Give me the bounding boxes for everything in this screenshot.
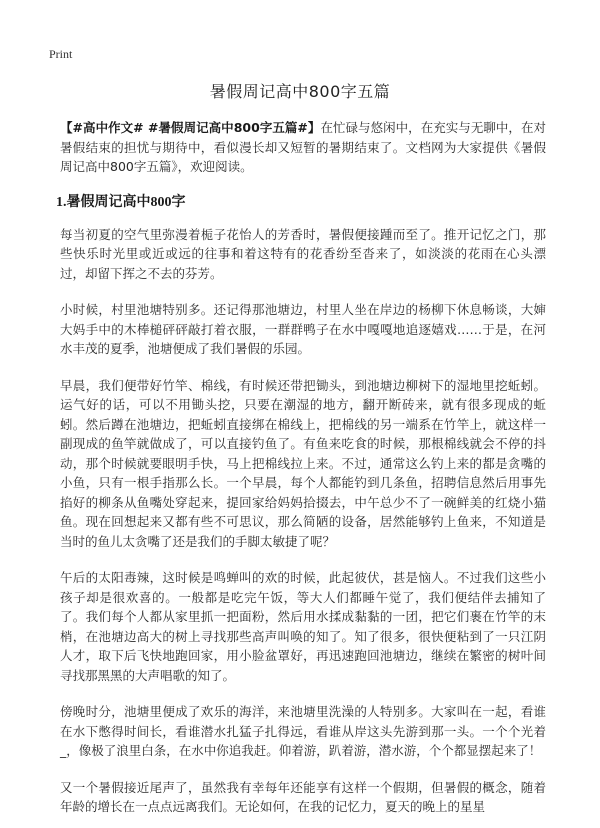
body-paragraph-3: 早晨，我们便带好竹竿、棉线，有时候还带把锄头，到池塘边柳树下的湿地里挖蚯蚓。运气好的话，可以不用锄头挖，只要在潮湿的地方，翻开断砖来，就有很多现成的蚯蚓。然后蹲在池塘边，把蚯蚓直接绑在棉线上，把棉线的另一端系在竹竿上，就这样一副现成的鱼竿就做成了，可以直接钓鱼了。有鱼来吃食的时候，那根棉线就会不停的抖动，那个时候就要眼明手快，马上把棉线拉上来。不过，通常这么钓上来的都是贪嘴的小鱼，只有一根手指那么长。一个早晨，每个人都能钓到几条鱼，招聘信息然后用事先掐好的柳条从鱼嘴处穿起来，提回家给妈妈拾掇去，中午总少不了一碗鲜美的红烧小猫鱼。现在回想起来又都有些不可思议，那么简陋的设备，居然能够钓上鱼来，不知道是当时的鱼儿太贪嘴了还是我们的手脚太敏捷了呢？ [60, 377, 546, 549]
intro-tags: 【#高中作文# #暑假周记高中800字五篇#】 [60, 120, 321, 135]
intro-text: 在忙碌与悠闲中，在充实与无聊中，在对暑假结束的担忧与期待中，看似漫长却又短暂的暑期结束了。文档网为大家提供《暑假周记高中800字五篇》，欢迎阅读。 [60, 120, 546, 174]
page-title: 暑假周记高中800字五篇 [209, 82, 391, 101]
body-paragraph-6: 又一个暑假接近尾声了，虽然我有幸每年还能享有这样一个假期，但暑假的概念，随着年龄的增长在一点点远离我们。无论如何，在我的记忆力，夏天的晚上的星星 [60, 779, 546, 814]
print-link[interactable]: Print [49, 47, 73, 61]
intro-paragraph [60, 118, 546, 177]
body-paragraph-1: 每当初夏的空气里弥漫着栀子花怡人的芳香时，暑假便接踵而至了。推开记忆之门，那些快乐时光里或近或远的往事和着这特有的花香纷至沓来了，如淡淡的花雨在心头漂过，却留下挥之不去的芬芳。 [60, 226, 546, 281]
body-paragraph-4: 午后的太阳毒辣，这时候是鸣蝉叫的欢的时候，此起彼伏，甚是恼人。不过我们这些小孩子却是很欢喜的。一般都是吃完午饭，等大人们都睡午觉了，我们便结伴去捕知了了。我们每个人都从家里抓一把面粉，然后用水揉成黏黏的一团，把它们裹在竹竿的末梢，在池塘边高大的树上寻找那些高声叫唤的知了。知了很多，很快便粘到了一只江阴人才，取下后飞快地跑回家，用小脸盆罩好，再迅速跑回池塘边，继续在繁密的树叶间寻找那黑黑的大声唱歌的知了。 [60, 570, 546, 683]
section-title: 1.暑假周记高中800字 [56, 194, 186, 210]
body-paragraph-2: 小时候，村里池塘特别多。还记得那池塘边，村里人坐在岸边的杨柳下休息畅谈，大婶大妈手中的木棒槌砰砰敲打着衣服，一群群鸭子在水中嘎嘎地追逐嬉戏……于是，在河水丰茂的夏季，池塘便成了我们暑假的乐园。 [60, 302, 546, 356]
document-body [56, 118, 546, 828]
body-paragraph-5: 傍晚时分，池塘里便成了欢乐的海洋，来池塘里洗澡的人特别多。大家叫在一起，看谁在水下憋得时间长，看谁潜水扎猛子扎得远，看谁从岸这头先游到那一头。一个个光着_，像极了浪里白条，在水中你追我赶。仰着游，趴着游，潜水游，个个都显摆起来了！ [60, 704, 546, 758]
